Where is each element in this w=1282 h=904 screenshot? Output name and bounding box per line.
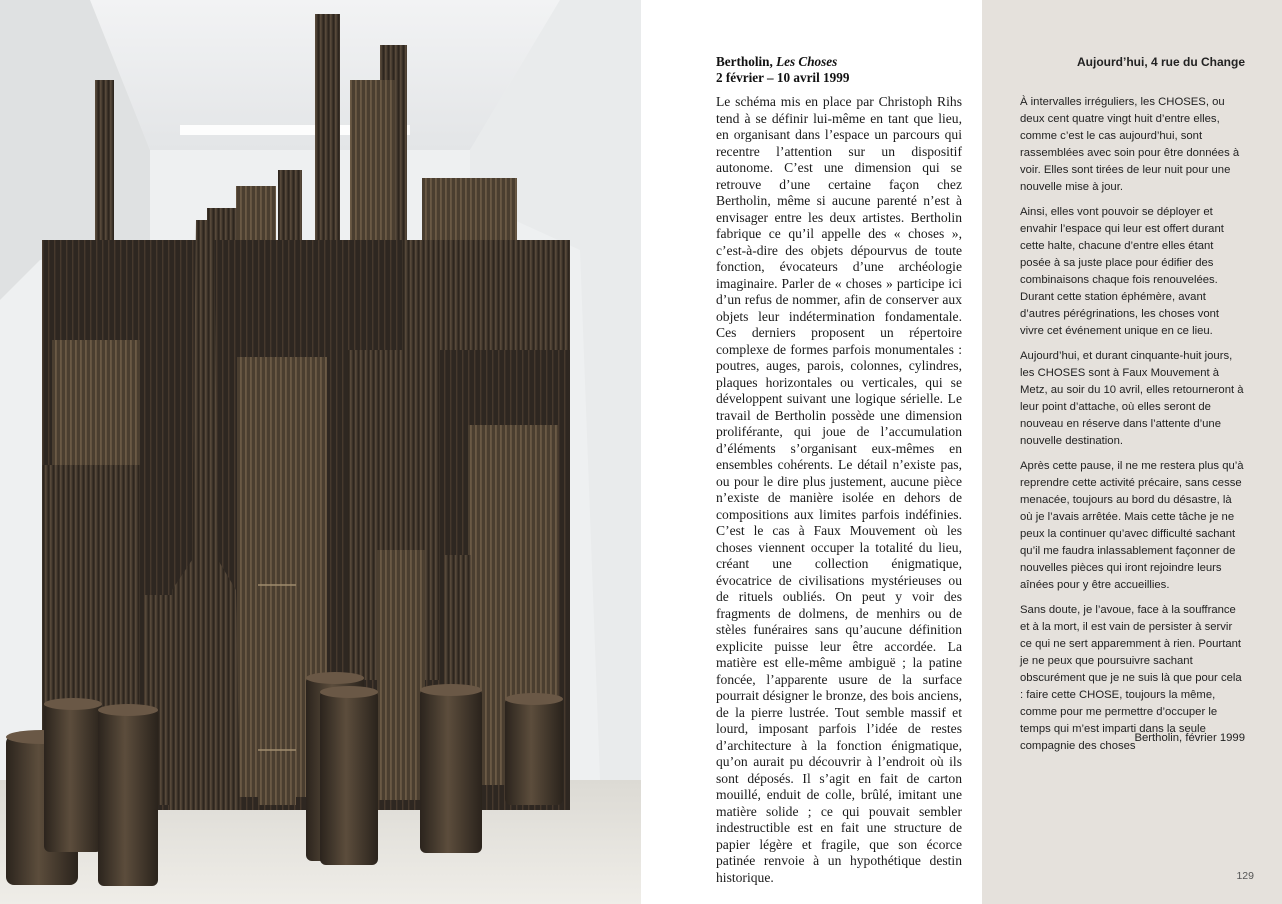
sidebar-column [982, 0, 1282, 904]
sidebar-paragraph: Sans doute, je l’avoue, face à la souffrance et à la mort, il est vain de persister à servir ce qui ne sert apparemment à rien. Pourtant je ne peux que poursuivre sachant obscurément que je ne suis là que pour cela : faire cette CHOSE, toujours la même, comme pour me permettre d’occuper le temps qui m’est imparti dans la seule compagnie des choses [1020, 604, 1242, 752]
page-number: 129 [1236, 870, 1254, 882]
article-body: Le schéma mis en place par Christoph Rihs tend à se définir lui-même en tant que lieu, en organisant dans l’espace un parcours qui recentre l’attention sur un dispositif autonome. C’est une dimension qui se retrouve d’une certaine façon chez Bertholin, même si aucune parenté n’est à envisager entre les deux artistes. Bertholin fabrique ce qu’il appelle des « choses », c’est-à-dire des objets dépourvus de toute fonction, évocateurs d’une archéologie imaginaire. Parler de « choses » participe ici d’un refus de nommer, afin de conserver aux objets leur indétermination fondamentale. Ces derniers proposent un répertoire complexe de formes parfois monumentales : poutres, auges, parois, colonnes, cylindres, plaques horizontales ou verticales, qui se développent suivant une logique sérielle. Le travail de Bertholin possède une dimension proliférante, qui joue de l’accumulation d’éléments s’organisant eux-mêmes en ensembles cohérents. Le détail n’existe pas, ou pour le dire plus justement, aucune pièce n’existe de manière isolée en dehors de compositions aux limites parfois indéfinies. C’est le cas à Faux Mouvement où les choses viennent occuper la totalité du lieu, créant une collection énigmatique, évocatrice de civilisations mystérieuses ou de rituels oubliés. On peut y voir des fragments de dolmens, de menhirs ou de stèles funéraires sans qu’aucune définition explicite puisse leur être accordée. La matière est elle-même ambiguë ; la patine foncée, l’apparente usure de la surface pourrait désigner le bronze, des bois anciens, de la pierre lustrée. Tout semble massif et lourd, imposant parfois l’idée de restes d’architecture à la fonction énigmatique, qu’on aurait pu découvrir à l’endroit où ils sont déposés. Il s’agit en fait de carton mouillé, enduit de colle, brûlé, imitant une matière solide ; ce qui pouvait sembler indestructible est en fait une structure de papier légère et fragile, que son écorce patinée renvoie à un hypothétique destin historique. [716, 94, 962, 885]
artist-name: Bertholin, [716, 54, 773, 69]
article-title [716, 54, 916, 86]
sidebar-paragraph: À intervalles irréguliers, les CHOSES, ou deux cent quatre vingt huit d’entre elles, comme c’est le cas aujourd’hui, sont rassemblées avec soin pour être données à voir. Elles sont tirées de leur nuit pour une nouvelle mise à jour. [1020, 96, 1240, 193]
work-title: Les Choses [776, 54, 838, 69]
sidebar-heading: Aujourd’hui, 4 rue du Change [1077, 55, 1245, 69]
sidebar-paragraph: Ainsi, elles vont pouvoir se déployer et envahir l’espace qui leur est offert durant cette halte, chacune d’entre elles étant posée à sa juste place pour édifier des combinaisons chaque fois renouvelées. Durant cette station éphémère, avant d’autres pérégrinations, les choses vont vivre cet événement unique en ce lieu. [1020, 206, 1224, 337]
sidebar-paragraph: Aujourd’hui, et durant cinquante-huit jours, les CHOSES sont à Faux Mouvement à Metz, au soir du 10 avril, elles retourneront à leur point d’attache, où elles seront de nouveau en réserve dans l’attente d’une nouvelle destination. [1020, 350, 1244, 447]
article-column [641, 0, 982, 904]
exhibition-dates: 2 février – 10 avril 1999 [716, 70, 850, 85]
sidebar-paragraph: Après cette pause, il ne me restera plus qu’à reprendre cette activité précaire, sans cesse menacée, toujours au bord du désastre, là où je l’avais arrêtée. Mais cette tâche je ne peux la continuer qu’avec difficulté sachant qu’il me faudra inlassablement façonner de nouvelles pièces qui iront rejoindre leurs aînées pour y être accueillies. [1020, 460, 1244, 591]
sidebar-text [1020, 94, 1246, 763]
signature: Bertholin, février 1999 [1134, 732, 1245, 744]
